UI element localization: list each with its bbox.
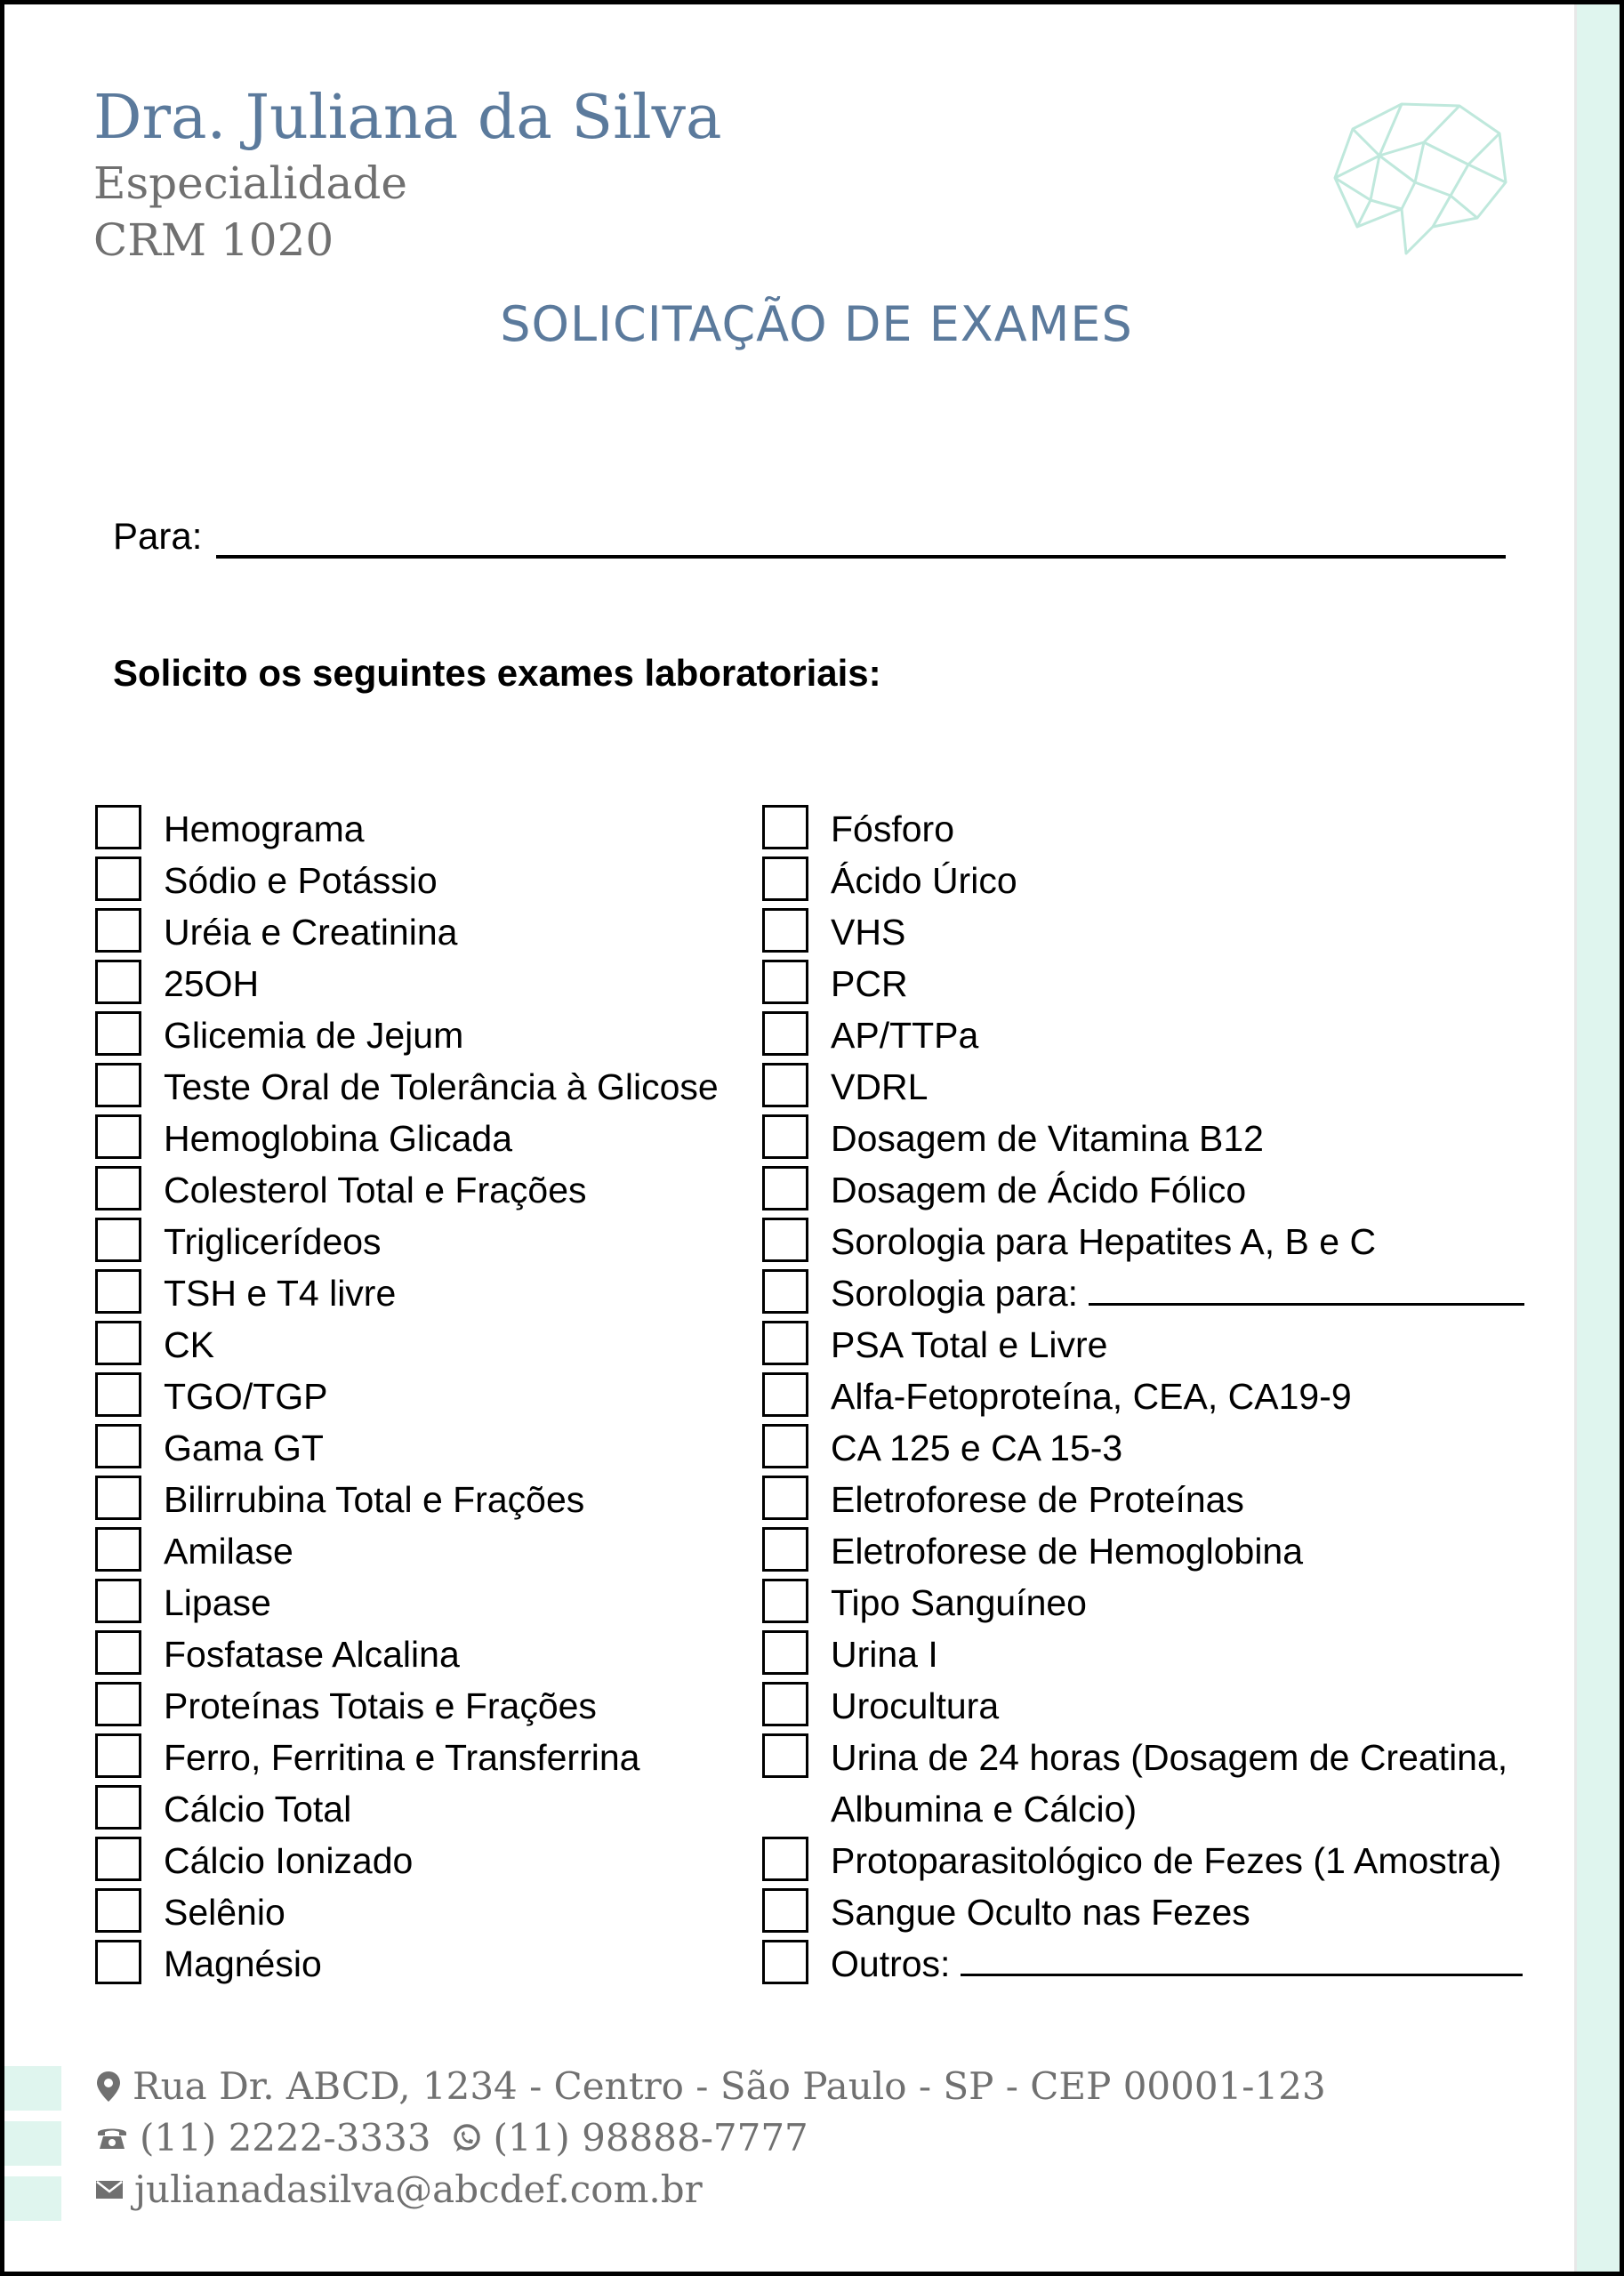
telephone-icon: [95, 2124, 129, 2152]
exam-checkbox[interactable]: [95, 1424, 141, 1468]
exam-list-left: [95, 803, 719, 1990]
exam-item[interactable]: [762, 958, 1596, 1009]
whatsapp-icon: [451, 2122, 483, 2154]
exam-item[interactable]: [762, 1938, 1596, 1990]
exam-item[interactable]: [762, 1886, 1596, 1938]
exam-label-text: Outros:: [831, 1943, 951, 1984]
exam-checkbox[interactable]: [95, 1837, 141, 1881]
exam-label-with-blank: [831, 1938, 1523, 1990]
exam-item[interactable]: [95, 1113, 719, 1164]
exam-label: Cálcio Ionizado: [164, 1840, 414, 1881]
exam-item[interactable]: [95, 1938, 719, 1990]
exam-checkbox[interactable]: [762, 1579, 808, 1623]
exam-label: Glicemia de Jejum: [164, 1015, 464, 1056]
exam-label: Dosagem de Ácido Fólico: [831, 1170, 1247, 1210]
exam-label: Ferro, Ferritina e Transferrina: [164, 1737, 640, 1778]
exam-item[interactable]: [762, 1835, 1596, 1886]
exam-item[interactable]: [95, 1680, 719, 1732]
exam-label: VDRL: [831, 1066, 929, 1107]
exam-label: Amilase: [164, 1531, 293, 1572]
exam-label: CA 125 e CA 15-3: [831, 1428, 1123, 1468]
exam-item[interactable]: [95, 1886, 719, 1938]
exam-label: Proteínas Totais e Frações: [164, 1685, 597, 1726]
brain-network-icon: [1317, 93, 1513, 262]
exam-checkbox[interactable]: [95, 1940, 141, 1984]
exam-checkbox[interactable]: [95, 1888, 141, 1933]
exam-checkbox[interactable]: [95, 1269, 141, 1314]
exam-item[interactable]: [95, 1783, 719, 1835]
exam-item[interactable]: [762, 906, 1596, 958]
footer-whatsapp: (11) 98888-7777: [493, 2116, 808, 2159]
exam-item[interactable]: [95, 958, 719, 1009]
exam-checkbox[interactable]: [762, 1733, 808, 1778]
exam-label-text: Sorologia para:: [831, 1273, 1079, 1314]
exam-label: Ácido Úrico: [831, 860, 1017, 901]
exam-item[interactable]: [95, 1319, 719, 1371]
exam-item[interactable]: [95, 1267, 719, 1319]
exam-checkbox[interactable]: [95, 805, 141, 849]
exam-label: Dosagem de Vitamina B12: [831, 1118, 1264, 1159]
exam-label: Protoparasitológico de Fezes (1 Amostra): [831, 1840, 1502, 1881]
specialty: Especialidade: [93, 157, 407, 209]
form-title: SOLICITAÇÃO DE EXAMES: [500, 296, 1133, 352]
exam-checkbox[interactable]: [762, 1011, 808, 1056]
exam-checkbox[interactable]: [762, 805, 808, 849]
exam-label: PCR: [831, 963, 908, 1004]
exam-item[interactable]: [95, 1061, 719, 1113]
exam-label: Urocultura: [831, 1685, 1000, 1726]
crm-number: CRM 1020: [93, 214, 334, 266]
exam-checkbox[interactable]: [762, 1630, 808, 1675]
footer-email-row: [95, 2167, 703, 2211]
exam-label: VHS: [831, 912, 906, 953]
exam-checkbox[interactable]: [95, 1218, 141, 1262]
exam-item[interactable]: [95, 1629, 719, 1680]
exam-item[interactable]: [95, 1835, 719, 1886]
exam-item[interactable]: [762, 803, 1596, 855]
exam-item[interactable]: [762, 1629, 1596, 1680]
exam-checkbox[interactable]: [762, 960, 808, 1004]
exam-item[interactable]: [95, 1474, 719, 1525]
exam-label: Magnésio: [164, 1943, 322, 1984]
exam-checkbox[interactable]: [95, 908, 141, 953]
exam-label: Eletroforese de Hemoglobina: [831, 1531, 1304, 1572]
exam-checkbox[interactable]: [95, 1785, 141, 1830]
exam-item[interactable]: [762, 1422, 1596, 1474]
para-input-line[interactable]: [216, 555, 1506, 559]
exam-checkbox[interactable]: [95, 1166, 141, 1210]
exam-item[interactable]: [95, 1164, 719, 1216]
exam-item[interactable]: [762, 1732, 1596, 1835]
exam-label: CK: [164, 1324, 214, 1365]
exam-checkbox[interactable]: [762, 1166, 808, 1210]
exam-label: Eletroforese de Proteínas: [831, 1479, 1244, 1520]
exam-checkbox[interactable]: [95, 1114, 141, 1159]
envelope-icon: [95, 2178, 124, 2201]
exam-label: Sódio e Potássio: [164, 860, 438, 901]
exam-checkbox[interactable]: [95, 1476, 141, 1520]
exam-checkbox[interactable]: [762, 1321, 808, 1365]
outros-blank-line[interactable]: [961, 1973, 1523, 1976]
location-pin-icon: [95, 2070, 122, 2103]
exam-label: PSA Total e Livre: [831, 1324, 1108, 1365]
exam-checkbox[interactable]: [95, 1011, 141, 1056]
exam-checkbox[interactable]: [762, 1218, 808, 1262]
footer-swatch: [4, 2176, 61, 2221]
exam-checkbox[interactable]: [762, 1476, 808, 1520]
exam-checkbox[interactable]: [95, 857, 141, 901]
exam-label-with-blank: [831, 1267, 1524, 1319]
exam-label: TSH e T4 livre: [164, 1273, 397, 1314]
exam-label: Urina I: [831, 1634, 938, 1675]
exam-checkbox[interactable]: [95, 1063, 141, 1107]
exam-item[interactable]: [762, 1216, 1596, 1267]
footer-address-row: [95, 2064, 1326, 2108]
doctor-name: Dra. Juliana da Silva: [93, 83, 722, 153]
exam-label: 25OH: [164, 963, 260, 1004]
exam-label: AP/TTPa: [831, 1015, 979, 1056]
exam-checkbox[interactable]: [762, 1682, 808, 1726]
exam-checkbox[interactable]: [762, 1372, 808, 1417]
exam-label: Colesterol Total e Frações: [164, 1170, 587, 1210]
exam-list-right: [762, 803, 1596, 1990]
exam-checkbox[interactable]: [762, 1114, 808, 1159]
exam-checkbox[interactable]: [762, 857, 808, 901]
exam-checkbox[interactable]: [95, 1372, 141, 1417]
exam-label: TGO/TGP: [164, 1376, 328, 1417]
exam-label: Hemograma: [164, 808, 365, 849]
exam-item[interactable]: [762, 1319, 1596, 1371]
footer-phone-row: [95, 2116, 808, 2159]
exam-label: Alfa-Fetoproteína, CEA, CA19-9: [831, 1376, 1352, 1417]
para-label: Para:: [113, 515, 203, 557]
footer-address: Rua Dr. ABCD, 1234 - Centro - São Paulo - SP - CEP 00001-123: [133, 2064, 1326, 2108]
exam-item[interactable]: [762, 1061, 1596, 1113]
exam-item[interactable]: [95, 1422, 719, 1474]
exam-checkbox[interactable]: [762, 1063, 808, 1107]
exam-label: Lipase: [164, 1582, 271, 1623]
exam-label: Sorologia para Hepatites A, B e C: [831, 1221, 1377, 1262]
exam-checkbox[interactable]: [762, 1424, 808, 1468]
exam-checkbox[interactable]: [762, 908, 808, 953]
footer-swatch: [4, 2066, 61, 2111]
exam-label: Cálcio Total: [164, 1789, 352, 1830]
exam-label: Urina de 24 horas (Dosagem de Creatina, Albumina e Cálcio): [831, 1737, 1508, 1830]
exam-label: Uréia e Creatinina: [164, 912, 458, 953]
exam-checkbox[interactable]: [762, 1837, 808, 1881]
exam-item[interactable]: [762, 1680, 1596, 1732]
exam-label: Triglicerídeos: [164, 1221, 382, 1262]
footer-phone: (11) 2222-3333: [140, 2116, 431, 2159]
exam-label: Gama GT: [164, 1428, 324, 1468]
exam-item[interactable]: [95, 1216, 719, 1267]
exam-checkbox[interactable]: [95, 1527, 141, 1572]
exam-label: Selênio: [164, 1892, 285, 1933]
exam-label: Sangue Oculto nas Fezes: [831, 1892, 1250, 1933]
exam-item[interactable]: [95, 906, 719, 958]
exam-item[interactable]: [762, 1009, 1596, 1061]
exam-item[interactable]: [95, 803, 719, 855]
exam-item[interactable]: [95, 1732, 719, 1783]
exam-item[interactable]: [95, 1577, 719, 1629]
exam-checkbox[interactable]: [762, 1888, 808, 1933]
exam-label: Hemoglobina Glicada: [164, 1118, 513, 1159]
exam-label: Tipo Sanguíneo: [831, 1582, 1087, 1623]
exam-item[interactable]: [762, 855, 1596, 906]
exam-checkbox[interactable]: [762, 1269, 808, 1314]
exam-checkbox[interactable]: [95, 1321, 141, 1365]
sorologia-blank-line[interactable]: [1089, 1302, 1524, 1306]
footer-email: julianadasilva@abcdef.com.br: [134, 2167, 703, 2211]
exam-label: Fosfatase Alcalina: [164, 1634, 460, 1675]
exam-label: Fósforo: [831, 808, 954, 849]
exam-item[interactable]: [95, 1009, 719, 1061]
exam-label: Teste Oral de Tolerância à Glicose: [164, 1066, 719, 1107]
exam-item[interactable]: [95, 1371, 719, 1422]
exam-checkbox[interactable]: [95, 1579, 141, 1623]
exam-checkbox[interactable]: [762, 1940, 808, 1984]
request-statement: Solicito os seguintes exames laboratoriais:: [113, 652, 881, 694]
exam-checkbox[interactable]: [762, 1527, 808, 1572]
exam-item[interactable]: [762, 1525, 1596, 1577]
exam-label: Bilirrubina Total e Frações: [164, 1479, 585, 1520]
exam-item[interactable]: [762, 1267, 1596, 1319]
exam-item[interactable]: [95, 1525, 719, 1577]
exam-item[interactable]: [95, 855, 719, 906]
exam-item[interactable]: [762, 1164, 1596, 1216]
exam-checkbox[interactable]: [95, 960, 141, 1004]
exam-checkbox[interactable]: [95, 1733, 141, 1778]
exam-item[interactable]: [762, 1371, 1596, 1422]
exam-item[interactable]: [762, 1577, 1596, 1629]
exam-checkbox[interactable]: [95, 1630, 141, 1675]
footer-swatch: [4, 2121, 61, 2166]
exam-item[interactable]: [762, 1474, 1596, 1525]
exam-item[interactable]: [762, 1113, 1596, 1164]
exam-checkbox[interactable]: [95, 1682, 141, 1726]
